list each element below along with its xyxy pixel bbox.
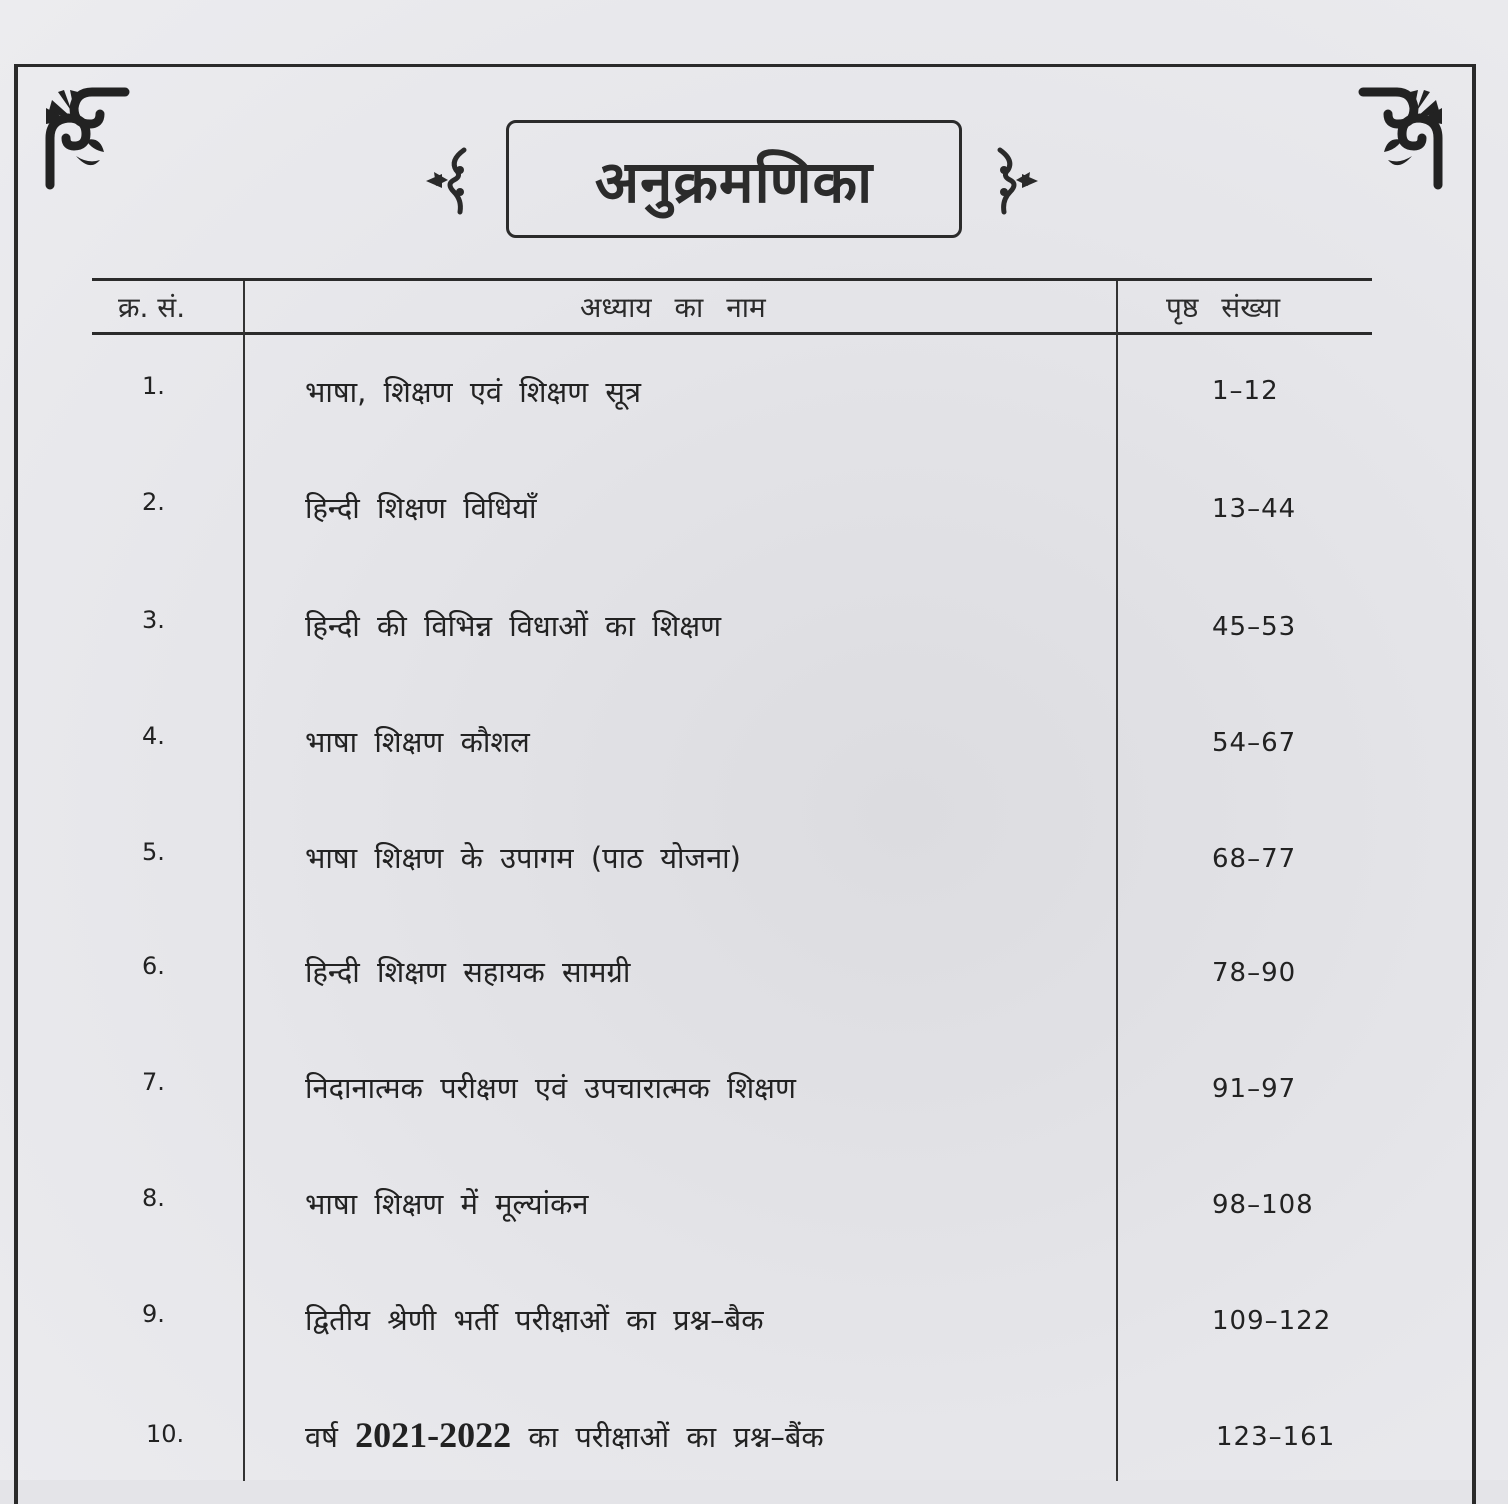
page-range: 123–161 [1216, 1422, 1336, 1452]
chapter-title: हिन्दी की विभिन्न विधाओं का शिक्षण [305, 609, 722, 643]
table-row [0, 488, 1508, 548]
serial-number: 2. [142, 488, 165, 516]
table-row [0, 838, 1508, 898]
corner-ornament-icon [30, 80, 130, 190]
chapter-title: भाषा, शिक्षण एवं शिक्षण सूत्र [305, 375, 642, 409]
header-serial: क्र. सं. [118, 291, 186, 324]
table-header-rule [92, 332, 1372, 335]
header-chapter: अध्याय का नाम [580, 291, 766, 324]
chapter-title: भाषा शिक्षण में मूल्यांकन [305, 1187, 589, 1221]
serial-number: 8. [142, 1184, 165, 1212]
corner-ornament-icon [1358, 80, 1458, 190]
page-range: 98–108 [1212, 1190, 1314, 1220]
serial-number: 4. [142, 722, 165, 750]
floral-ornament-icon [980, 146, 1044, 216]
page-title: अनुक्रमणिका [594, 147, 874, 216]
table-row [0, 1184, 1508, 1244]
serial-number: 9. [142, 1300, 165, 1328]
chapter-title: द्वितीय श्रेणी भर्ती परीक्षाओं का प्रश्न–बैक [305, 1303, 764, 1337]
header-page: पृष्ठ संख्या [1166, 291, 1281, 324]
page-range: 45–53 [1212, 612, 1297, 642]
chapter-suffix: का परीक्षाओं का प्रश्न–बैंक [528, 1420, 824, 1454]
page-range: 1–12 [1212, 376, 1279, 406]
page-range: 78–90 [1212, 958, 1297, 988]
table-row [0, 1414, 1508, 1474]
page-range: 68–77 [1212, 844, 1297, 874]
chapter-title: भाषा शिक्षण कौशल [305, 725, 530, 759]
chapter-title: हिन्दी शिक्षण सहायक सामग्री [305, 955, 631, 989]
serial-number: 5. [142, 838, 165, 866]
table-row [0, 372, 1508, 432]
serial-number: 3. [142, 606, 165, 634]
page-range: 91–97 [1212, 1074, 1297, 1104]
table-top-rule [92, 278, 1372, 281]
title-block [420, 118, 1060, 244]
chapter-prefix: वर्ष [305, 1420, 338, 1454]
table-row [0, 722, 1508, 782]
floral-ornament-icon [420, 146, 484, 216]
serial-number: 7. [142, 1068, 165, 1096]
chapter-title: निदानात्मक परीक्षण एवं उपचारात्मक शिक्षण [305, 1071, 796, 1105]
page-range: 109–122 [1212, 1306, 1332, 1336]
table-row [0, 1300, 1508, 1360]
page-range: 13–44 [1212, 494, 1297, 524]
table-row [0, 1068, 1508, 1128]
serial-number: 6. [142, 952, 165, 980]
table-row [0, 952, 1508, 1012]
serial-number: 1. [142, 372, 165, 400]
serial-number: 10. [146, 1420, 185, 1448]
chapter-year: 2021-2022 [355, 1415, 512, 1455]
table-row [0, 606, 1508, 666]
chapter-title: हिन्दी शिक्षण विधियाँ [305, 491, 537, 525]
title-box [506, 120, 962, 238]
page-range: 54–67 [1212, 728, 1297, 758]
chapter-title: भाषा शिक्षण के उपागम (पाठ योजना) [305, 841, 741, 875]
chapter-title [305, 1414, 824, 1456]
